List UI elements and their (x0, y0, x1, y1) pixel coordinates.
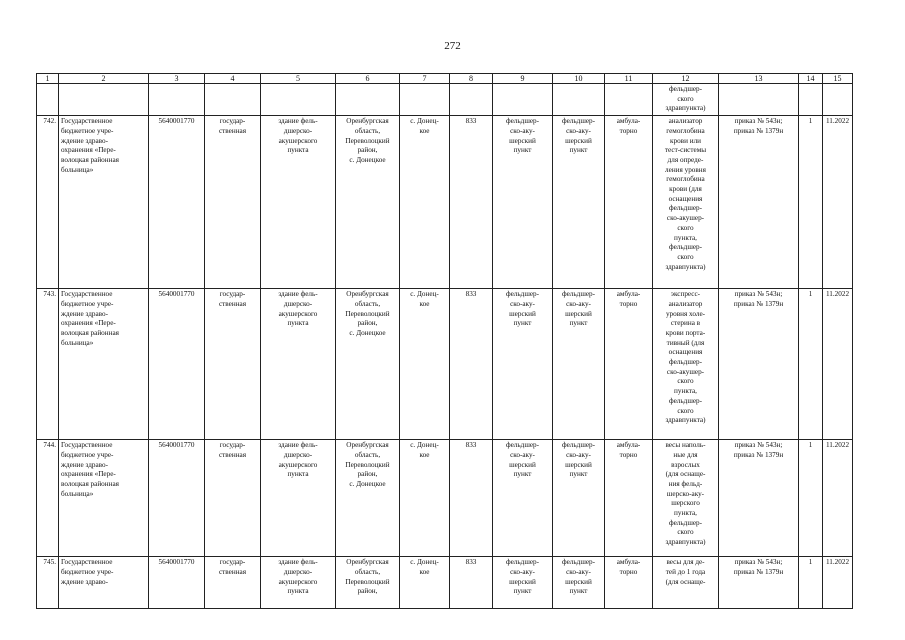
column-number-6: 6 (336, 74, 400, 84)
settlement-cell: с. Донец- кое (400, 116, 450, 289)
column-number-7: 7 (400, 74, 450, 84)
column-number-3: 3 (149, 74, 205, 84)
quantity-cell: 1 (799, 116, 823, 289)
cell (336, 84, 400, 116)
cell (823, 84, 853, 116)
cell (59, 84, 149, 116)
equipment-cell: анализатор гемоглобина крови или тест-системы для опреде- ления уровня гемоглобина крови (для оснащения фельдшер- ско-акушер- ского пункта, фельдшер- ского здравпункта) (653, 116, 719, 289)
equipment-cell: весы для де- тей до 1 года (для оснаще- (653, 557, 719, 609)
unit-type-cell: фельдшер- ско-аку- шерский пункт (493, 440, 553, 557)
column-number-2: 2 (59, 74, 149, 84)
organization-cell: Государственное бюджетное учре- ждение здраво- охранения «Пере- волоцкая районная больница» (59, 289, 149, 440)
building-cell: здание фель- дшерско- акушерского пункта (261, 440, 336, 557)
quantity-cell: 1 (799, 289, 823, 440)
order-cell: приказ № 543н; приказ № 1379н (719, 116, 799, 289)
equipment-cell: экспресс- анализатор уровня холе- стерина в крови порта- тивный (для оснащения фельдшер- ско-акушер- ского пункта, фельдшер- ского здравпункта) (653, 289, 719, 440)
inn-cell: 5640001770 (149, 289, 205, 440)
cell (493, 84, 553, 116)
cell (450, 84, 493, 116)
cell (605, 84, 653, 116)
unit-name-cell: фельдшер- ско-аку- шерский пункт (553, 557, 605, 609)
cell (261, 84, 336, 116)
unit-type-cell: фельдшер- ско-аку- шерский пункт (493, 557, 553, 609)
column-number-12: 12 (653, 74, 719, 84)
building-cell: здание фель- дшерско- акушерского пункта (261, 289, 336, 440)
order-cell: приказ № 543н; приказ № 1379н (719, 289, 799, 440)
row-number-cell: 745. (37, 557, 59, 609)
cell (37, 84, 59, 116)
unit-type-cell: фельдшер- ско-аку- шерский пункт (493, 289, 553, 440)
column-number-15: 15 (823, 74, 853, 84)
settlement-cell: с. Донец- кое (400, 557, 450, 609)
order-cell: приказ № 543н; приказ № 1379н (719, 440, 799, 557)
equipment-cell: фельдшер- ского здравпункта) (653, 84, 719, 116)
cell (719, 84, 799, 116)
code-cell: 833 (450, 116, 493, 289)
date-cell: 11.2022 (823, 289, 853, 440)
column-number-8: 8 (450, 74, 493, 84)
equipment-cell: весы наполь- ные для взрослых (для оснаще- ния фельд- шерско-аку- шерского пункта, фельдшер- ского здравпункта) (653, 440, 719, 557)
cell (400, 84, 450, 116)
continuation-row (37, 84, 853, 116)
quantity-cell: 1 (799, 557, 823, 609)
ownership-cell: государ- ственная (205, 116, 261, 289)
date-cell: 11.2022 (823, 440, 853, 557)
row-number-cell: 743. (37, 289, 59, 440)
row-number-cell: 744. (37, 440, 59, 557)
address-cell: Оренбургская область, Переволоцкий район, (336, 557, 400, 609)
address-cell: Оренбургская область, Переволоцкий район, с. Донецкое (336, 289, 400, 440)
table-row (37, 440, 853, 557)
ownership-cell: государ- ственная (205, 289, 261, 440)
care-condition-cell: амбула- торно (605, 289, 653, 440)
unit-type-cell: фельдшер- ско-аку- шерский пункт (493, 116, 553, 289)
column-number-13: 13 (719, 74, 799, 84)
inn-cell: 5640001770 (149, 557, 205, 609)
building-cell: здание фель- дшерско- акушерского пункта (261, 557, 336, 609)
cell (553, 84, 605, 116)
inn-cell: 5640001770 (149, 440, 205, 557)
table-row (37, 289, 853, 440)
column-number-row (37, 74, 853, 84)
table-row (37, 116, 853, 289)
ownership-cell: государ- ственная (205, 440, 261, 557)
organization-cell: Государственное бюджетное учре- ждение здраво- охранения «Пере- волоцкая районная больница» (59, 116, 149, 289)
date-cell: 11.2022 (823, 116, 853, 289)
order-cell: приказ № 543н; приказ № 1379н (719, 557, 799, 609)
organization-cell: Государственное бюджетное учре- ждение здраво- (59, 557, 149, 609)
cell (149, 84, 205, 116)
column-number-1: 1 (37, 74, 59, 84)
column-number-11: 11 (605, 74, 653, 84)
equipment-register-table (36, 73, 853, 609)
code-cell: 833 (450, 289, 493, 440)
code-cell: 833 (450, 440, 493, 557)
column-number-9: 9 (493, 74, 553, 84)
column-number-10: 10 (553, 74, 605, 84)
table-row (37, 557, 853, 609)
settlement-cell: с. Донец- кое (400, 440, 450, 557)
building-cell: здание фель- дшерско- акушерского пункта (261, 116, 336, 289)
date-cell: 11.2022 (823, 557, 853, 609)
cell (205, 84, 261, 116)
column-number-14: 14 (799, 74, 823, 84)
care-condition-cell: амбула- торно (605, 557, 653, 609)
row-number-cell: 742. (37, 116, 59, 289)
quantity-cell: 1 (799, 440, 823, 557)
column-number-5: 5 (261, 74, 336, 84)
settlement-cell: с. Донец- кое (400, 289, 450, 440)
page-number: 272 (444, 40, 461, 52)
care-condition-cell: амбула- торно (605, 116, 653, 289)
unit-name-cell: фельдшер- ско-аку- шерский пункт (553, 289, 605, 440)
inn-cell: 5640001770 (149, 116, 205, 289)
address-cell: Оренбургская область, Переволоцкий район, с. Донецкое (336, 116, 400, 289)
unit-name-cell: фельдшер- ско-аку- шерский пункт (553, 440, 605, 557)
unit-name-cell: фельдшер- ско-аку- шерский пункт (553, 116, 605, 289)
code-cell: 833 (450, 557, 493, 609)
ownership-cell: государ- ственная (205, 557, 261, 609)
organization-cell: Государственное бюджетное учре- ждение здраво- охранения «Пере- волоцкая районная больница» (59, 440, 149, 557)
address-cell: Оренбургская область, Переволоцкий район, с. Донецкое (336, 440, 400, 557)
column-number-4: 4 (205, 74, 261, 84)
care-condition-cell: амбула- торно (605, 440, 653, 557)
cell (799, 84, 823, 116)
